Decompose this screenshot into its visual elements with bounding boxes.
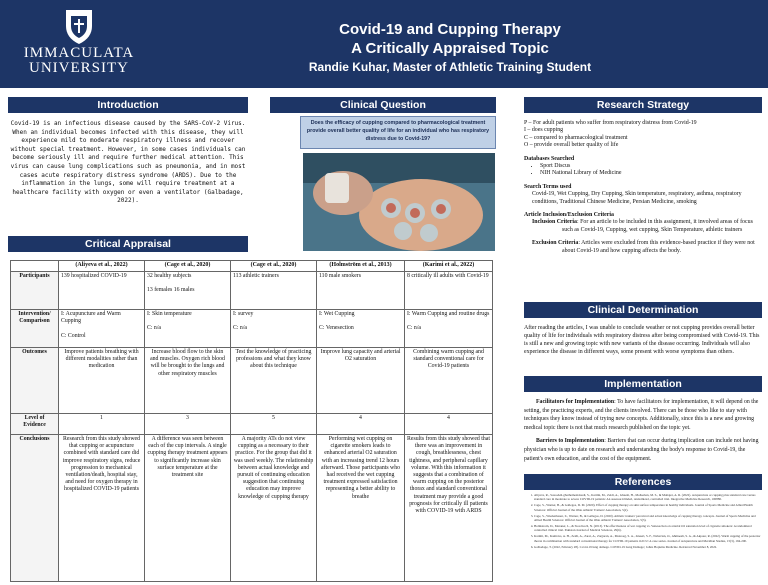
table-cell: Performing wet cupping on cigarette smokers leads to enhanced arterial O2 saturation with an increasing trend 12 hours afterward. Those participants who had received the wet cupping treatment expressed satisfaction representing a better ability to breathe <box>317 435 405 582</box>
table-cell: Improve lung capacity and arterial O2 saturation <box>317 348 405 414</box>
table-cell: 3 <box>145 414 231 435</box>
table-row <box>11 348 493 414</box>
table-cell: Test the knowledge of practicing professions and what they know about this technique <box>231 348 317 414</box>
critical-appraisal-heading: Critical Appraisal <box>8 236 248 252</box>
row-label: Outcomes <box>11 348 59 414</box>
reference-item: 2. Cage, S., Warner, B., & Gallegos, D. M. (2020). Effect of cupping therapy on skin surface temperature in healthy individuals. Journal of Sports Medicine and Allied Health Sciences: Official Journal of the Ohio Athletic Trainers' Association, 5(2). <box>534 503 764 512</box>
research-strategy-body <box>524 120 760 255</box>
reference-item: 4. Holmstrom, D., Meraner, L., & Stou Koch, N. (2013). The effectiveness of wet cupping vs. Venesection on arterial O2 saturation level of cigarette smokers: A randomized controlled clinical trial. Pakistan Journal of Medical Sciences, 29(6). <box>534 524 764 533</box>
table-cell: 32 healthy subjects 13 females 16 males <box>145 272 231 310</box>
table-corner <box>11 261 59 272</box>
reference-item: 3. Cage, S., Wiedenbauer, Z., Warner, B., & Gallegos, D. (2020). Athletic trainers' perceived and actual knowledge of cupping therapy concepts. Journal of Sports Medicine and Allied Health Sciences: Official Journal of the Ohio Athletic Trainers' Association, 5(3). <box>534 514 764 523</box>
table-row <box>11 414 493 435</box>
table-cell: I: Acupuncture and Warm Cupping C: Control <box>59 310 145 348</box>
search-terms-text: Covid-19, Wet Cupping, Dry Cupping, Skin temperature, respiratory, asthma, respiratory conditions, Traditional Chinese Medicine, Persian Medicine, smoking <box>532 191 742 205</box>
table-cell: 1 <box>59 414 145 435</box>
column-header: (Karimi et al., 2022) <box>405 261 493 272</box>
pico-item: C – compared to pharmacological treatment <box>524 134 628 141</box>
introduction-text: Covid-19 is an infectious disease caused by the SARS-CoV-2 Virus. When an individual becomes infected with this disease, they will experience mild to moderate respiratory illness and recover without special treatment. However, in some cases individuals can become seriously ill and require further medical attention. This virus can cause lung complications such as pneumonia, and in most cases acute respiratory distress syndrome (ARDS). Due to the inflammation in the lungs, some will require treatment at a healthcare facility with oxygen or even a ventilator (Galbadage, 2022). <box>10 120 246 205</box>
table-cell: 113 athletic trainers <box>231 272 317 310</box>
logo-line-1: IMMACULATA <box>23 45 135 61</box>
databases-label: Databases Searched <box>524 155 575 162</box>
table-cell: 5 <box>231 414 317 435</box>
cupping-photo <box>303 153 495 251</box>
table-cell: Results from this study showed that there was an improvement in cough, breathlessness, chest tightness, and peripheral capillary volume. With this information it suggests that a combination of warm cupping on the posterior thorax and standard conventional treatment may provide a good prognosis for critically ill patients with COVID-19 with ARDS <box>405 435 493 582</box>
table-cell: Combining warm cupping and standard conventional care for Covid-19 patients <box>405 348 493 414</box>
row-label: Participants <box>11 272 59 310</box>
table-cell: Improve patients breathing with different modalities rather than medication <box>59 348 145 414</box>
reference-item: 6. Galbadage, T. (2022, February 28). Covid-19 lung damage. COVID-19 Lung Damage | Johns Hopkins Medicine. Retrieved November 8, 2022. <box>534 545 764 549</box>
references-list <box>528 493 764 550</box>
row-label: Level of Evidence <box>11 414 59 435</box>
databases-list <box>540 163 760 178</box>
column-header: (Cage et al., 2020) <box>145 261 231 272</box>
inclusion-label: Inclusion Criteria <box>532 219 577 226</box>
pico-item: P – For adult patients who suffer from respiratory distress from Covid-19 <box>524 120 697 126</box>
poster-title-line-2: A Critically Appraised Topic <box>351 40 549 57</box>
critical-appraisal-table <box>10 260 493 582</box>
table-cell: I: survey C: n/a <box>231 310 317 348</box>
facilitators-label: Facilitators for Implementation <box>536 399 615 405</box>
crest-icon <box>62 6 96 46</box>
table-cell: I: Skin temperature C: n/a <box>145 310 231 348</box>
exclusion-text: : Articles were excluded from this evidence-based practice if they were not about Covid-19 and how cupping affects the body. <box>562 240 755 254</box>
row-label: Intervention/ Comparison <box>11 310 59 348</box>
barriers-text: : Barriers that can occur during implication can include not having physician who is up to date on research and understanding the body's response to Covid-19, the patient's own education, and the cost of the equipment. <box>524 438 759 462</box>
search-terms-label: Search Terms used <box>524 183 572 190</box>
introduction-heading: Introduction <box>8 97 248 113</box>
table-cell: 110 male smokers <box>317 272 405 310</box>
poster-title-line-1: Covid-19 and Cupping Therapy <box>339 21 561 38</box>
clinical-question-heading: Clinical Question <box>270 97 496 113</box>
title-block <box>250 20 650 75</box>
table-cell: 139 hospitalized COVID-19 <box>59 272 145 310</box>
research-strategy-heading: Research Strategy <box>524 97 762 113</box>
university-logo <box>14 6 144 84</box>
exclusion-label: Exclusion Criteria <box>532 240 579 247</box>
table-cell: 4 <box>317 414 405 435</box>
table-row <box>11 435 493 582</box>
poster-header <box>0 0 768 88</box>
column-header: (Aliyeva et al., 2022) <box>59 261 145 272</box>
table-cell: 4 <box>405 414 493 435</box>
column-header: (Cage et al., 2020) <box>231 261 317 272</box>
table-cell: I: Wet Cupping C: Venesection <box>317 310 405 348</box>
table-cell: Increase blood flow to the skin and muscles. Oxygen rich blood will be brought to the lungs and other respiratory muscles <box>145 348 231 414</box>
implementation-heading: Implementation <box>524 376 762 392</box>
facilitators-text: : To have facilitators for implementation, it will depend on the setting, the practicing experts, and the clients involved. There can be those who like to stay with techniques they know instead of trying new concepts. Additionally, since this is a new and growing medical topic there is not that much research published on the topic yet. <box>524 399 759 431</box>
references-heading: References <box>524 474 762 490</box>
cupping-therapy-image-icon <box>303 153 495 251</box>
row-label: Conclusions <box>11 435 59 582</box>
barriers-label: Barriers to Implementation <box>536 438 605 445</box>
column-header: (Holmström et al., 2013) <box>317 261 405 272</box>
reference-item: 1. Aliyeva, R., Sotoodeh-gharhemezidoudi, S., Karimi, M., Zeidi, A., Ghaem, H., Mohseben, M. S., & Mohajer, A. R. (2022). Acupuncture or cupping plus standard care versus standard care in moderate to severe COVID-19 patients: An assessor-blinded, randomized, controlled trial. Integrative Medicine Research, 100880. <box>534 493 764 502</box>
table-row <box>11 272 493 310</box>
poster-author: Randie Kuhar, Master of Athletic Training Student <box>308 60 592 74</box>
table-cell: A majority ATs do not view cupping as a necessary to their practice. For the group that did it was used weekly. The relationship between actual knowledge and pursuit of continuing education suggestion that continuing education may improve knowledge of cupping therapy <box>231 435 317 582</box>
reference-item: 5. Karimi, M., Kamravs, A. H., Zeidi, A., Zarei, A., Zargaran, A., Mazroeg, S. A., Jenaeri, S. F., Nabavian, O., Ahmaeeh, S. A., & Akpour, R. (2022). Warm cupping of the posterior thorax in combination with standard conventional therapy for COVID-19 patients in ICU: A case series. Journal of Acupuncture and Meridian Studies, 15(3), 194-200. <box>534 534 764 543</box>
table-cell: 8 critically ill adults with Covid-19 <box>405 272 493 310</box>
table-row <box>11 310 493 348</box>
table-cell: I: Warm Cupping and routine drugs C: n/a <box>405 310 493 348</box>
logo-line-2: UNIVERSITY <box>29 60 129 76</box>
pico-item: I – does cupping <box>524 127 564 134</box>
table-header-row <box>11 261 493 272</box>
table-cell: Research from this study showed that cupping or acupuncture combined with standard care did improve respiratory signs, reduce progression to mechanical ventilation/death, hospital stay, and need for oxygen therapy in hospitalized COVID-19 patients <box>59 435 145 582</box>
clinical-question-box: Does the efficacy of cupping compared to pharmacological treatment provide overall better quality of life for an individual who has respiratory distress due to Covid-19? <box>300 116 496 149</box>
clinical-determination-heading: Clinical Determination <box>524 302 762 318</box>
list-item: • Sport Discus <box>540 163 760 170</box>
table-cell: A difference was seen between each of the cup intervals. A single cupping therapy treatment appears to significantly increase skin surface temperature at the treatment site <box>145 435 231 582</box>
implementation-body <box>524 398 762 468</box>
criteria-label: Article Inclusion/Exclusion Criteria <box>524 212 614 219</box>
list-item: • NIH National Library of Medicine <box>540 170 760 177</box>
pico-item: O – provide overall better quality of life <box>524 142 619 149</box>
inclusion-text: : For an article to be included in this assignment, it involved areas of focus such as Covid-19, Cupping, wet cupping, Skin Temperature, athletic trainers <box>562 219 753 233</box>
clinical-determination-text: After reading the articles, I was unable to conclude weather or not cupping provides overall better quality of life for individuals with respiratory distress after being compromised with Covid-19. This is still a new and growing topic with new variants of the disease occurring. Individuals will also experience the disease in different ways, some present with worse symptoms than others. <box>524 325 760 355</box>
